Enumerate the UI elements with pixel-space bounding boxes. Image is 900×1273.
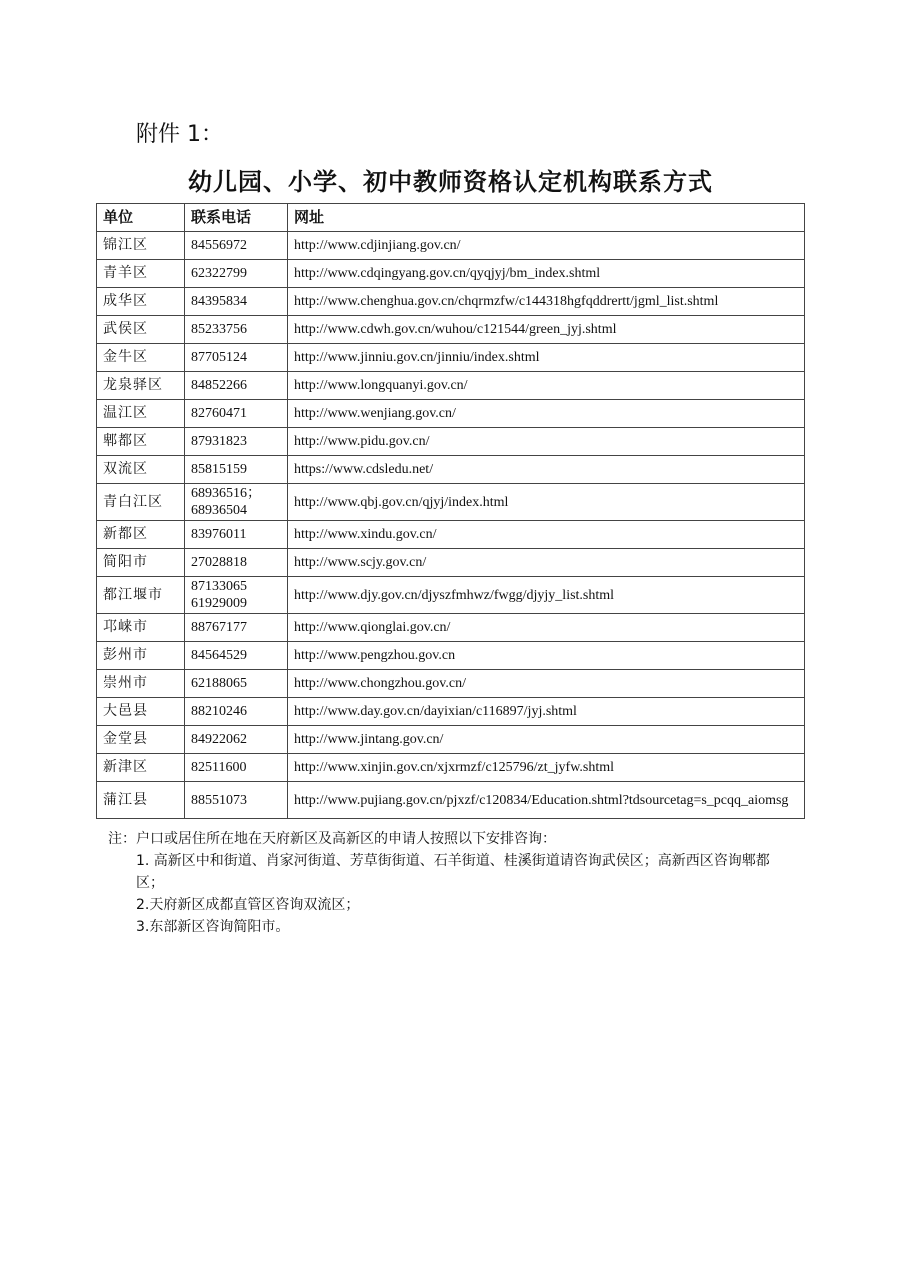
table-row <box>97 400 805 428</box>
table-row <box>97 782 805 819</box>
phone-cell: 87931823 <box>185 428 288 456</box>
url-link[interactable]: http://www.djy.gov.cn/djyszfmhwz/fwgg/djyjy_list.shtml <box>288 577 805 614</box>
phone-cell: 82760471 <box>185 400 288 428</box>
unit-cell: 大邑县 <box>97 698 185 726</box>
url-link[interactable]: http://www.xinjin.gov.cn/xjxrmzf/c125796/zt_jyfw.shtml <box>288 754 805 782</box>
unit-cell: 青羊区 <box>97 260 185 288</box>
unit-cell: 新津区 <box>97 754 185 782</box>
notes-intro: 注：户口或居住所在地在天府新区及高新区的申请人按照以下安排咨询： <box>108 831 556 847</box>
unit-cell: 金牛区 <box>97 344 185 372</box>
url-link[interactable]: http://www.qionglai.gov.cn/ <box>288 614 805 642</box>
table-row <box>97 316 805 344</box>
unit-cell: 新都区 <box>97 521 185 549</box>
url-link[interactable]: http://www.scjy.gov.cn/ <box>288 549 805 577</box>
table-row <box>97 577 805 614</box>
url-link[interactable]: http://www.chenghua.gov.cn/chqrmzfw/c144318hgfqddrertt/jgml_list.shtml <box>288 288 805 316</box>
document-title: 幼儿园、小学、初中教师资格认定机构联系方式 <box>188 168 713 196</box>
table-row <box>97 642 805 670</box>
phone-cell: 87705124 <box>185 344 288 372</box>
unit-cell: 成华区 <box>97 288 185 316</box>
note-item: 3.东部新区咨询简阳市。 <box>136 919 290 935</box>
table-row <box>97 698 805 726</box>
unit-cell: 邛崃市 <box>97 614 185 642</box>
phone-cell: 62188065 <box>185 670 288 698</box>
phone-cell: 84564529 <box>185 642 288 670</box>
header-phone: 联系电话 <box>185 204 288 232</box>
attachment-label: 附件 1： <box>136 122 223 147</box>
contact-table <box>96 203 805 819</box>
phone-cell: 68936516；68936504 <box>185 484 288 521</box>
table-row <box>97 614 805 642</box>
unit-cell: 蒲江县 <box>97 782 185 819</box>
table-row <box>97 288 805 316</box>
phone-cell: 87133065 61929009 <box>185 577 288 614</box>
url-link[interactable]: http://www.jintang.gov.cn/ <box>288 726 805 754</box>
table-row <box>97 456 805 484</box>
header-unit: 单位 <box>97 204 185 232</box>
phone-cell: 82511600 <box>185 754 288 782</box>
notes-section <box>108 828 776 938</box>
note-item: 2.天府新区成都直管区咨询双流区； <box>136 897 360 913</box>
table-row <box>97 549 805 577</box>
unit-cell: 武侯区 <box>97 316 185 344</box>
table-row <box>97 372 805 400</box>
unit-cell: 简阳市 <box>97 549 185 577</box>
header-url: 网址 <box>288 204 805 232</box>
table-row <box>97 428 805 456</box>
unit-cell: 都江堰市 <box>97 577 185 614</box>
unit-cell: 龙泉驿区 <box>97 372 185 400</box>
url-link[interactable]: https://www.cdsledu.net/ <box>288 456 805 484</box>
url-link[interactable]: http://www.wenjiang.gov.cn/ <box>288 400 805 428</box>
table-row <box>97 726 805 754</box>
phone-cell: 83976011 <box>185 521 288 549</box>
url-link[interactable]: http://www.qbj.gov.cn/qjyj/index.html <box>288 484 805 521</box>
unit-cell: 青白江区 <box>97 484 185 521</box>
phone-cell: 88210246 <box>185 698 288 726</box>
unit-cell: 锦江区 <box>97 232 185 260</box>
phone-cell: 84852266 <box>185 372 288 400</box>
phone-cell: 27028818 <box>185 549 288 577</box>
phone-cell: 85233756 <box>185 316 288 344</box>
table-row <box>97 670 805 698</box>
phone-cell: 84395834 <box>185 288 288 316</box>
unit-cell: 金堂县 <box>97 726 185 754</box>
url-link[interactable]: http://www.pujiang.gov.cn/pjxzf/c120834/Education.shtml?tdsourcetag=s_pcqq_aiomsg <box>288 782 805 819</box>
url-link[interactable]: http://www.cdqingyang.gov.cn/qyqjyj/bm_index.shtml <box>288 260 805 288</box>
url-link[interactable]: http://www.chongzhou.gov.cn/ <box>288 670 805 698</box>
url-link[interactable]: http://www.pengzhou.gov.cn <box>288 642 805 670</box>
unit-cell: 崇州市 <box>97 670 185 698</box>
url-link[interactable]: http://www.cdjinjiang.gov.cn/ <box>288 232 805 260</box>
table-body <box>97 232 805 819</box>
unit-cell: 彭州市 <box>97 642 185 670</box>
unit-cell: 温江区 <box>97 400 185 428</box>
phone-cell: 84556972 <box>185 232 288 260</box>
table-row <box>97 232 805 260</box>
phone-cell: 85815159 <box>185 456 288 484</box>
table-row <box>97 521 805 549</box>
table-row <box>97 260 805 288</box>
note-item: 1. 高新区中和街道、肖家河街道、芳草街街道、石羊街道、桂溪街道请咨询武侯区；高新西区咨询郫都区； <box>136 853 770 891</box>
url-link[interactable]: http://www.xindu.gov.cn/ <box>288 521 805 549</box>
table-row <box>97 344 805 372</box>
url-link[interactable]: http://www.cdwh.gov.cn/wuhou/c121544/green_jyj.shtml <box>288 316 805 344</box>
table-row <box>97 484 805 521</box>
table-row <box>97 754 805 782</box>
phone-cell: 62322799 <box>185 260 288 288</box>
phone-cell: 84922062 <box>185 726 288 754</box>
url-link[interactable]: http://www.jinniu.gov.cn/jinniu/index.shtml <box>288 344 805 372</box>
unit-cell: 双流区 <box>97 456 185 484</box>
unit-cell: 郫都区 <box>97 428 185 456</box>
url-link[interactable]: http://www.day.gov.cn/dayixian/c116897/jyj.shtml <box>288 698 805 726</box>
phone-cell: 88767177 <box>185 614 288 642</box>
table-header-row <box>97 204 805 232</box>
url-link[interactable]: http://www.longquanyi.gov.cn/ <box>288 372 805 400</box>
url-link[interactable]: http://www.pidu.gov.cn/ <box>288 428 805 456</box>
phone-cell: 88551073 <box>185 782 288 819</box>
